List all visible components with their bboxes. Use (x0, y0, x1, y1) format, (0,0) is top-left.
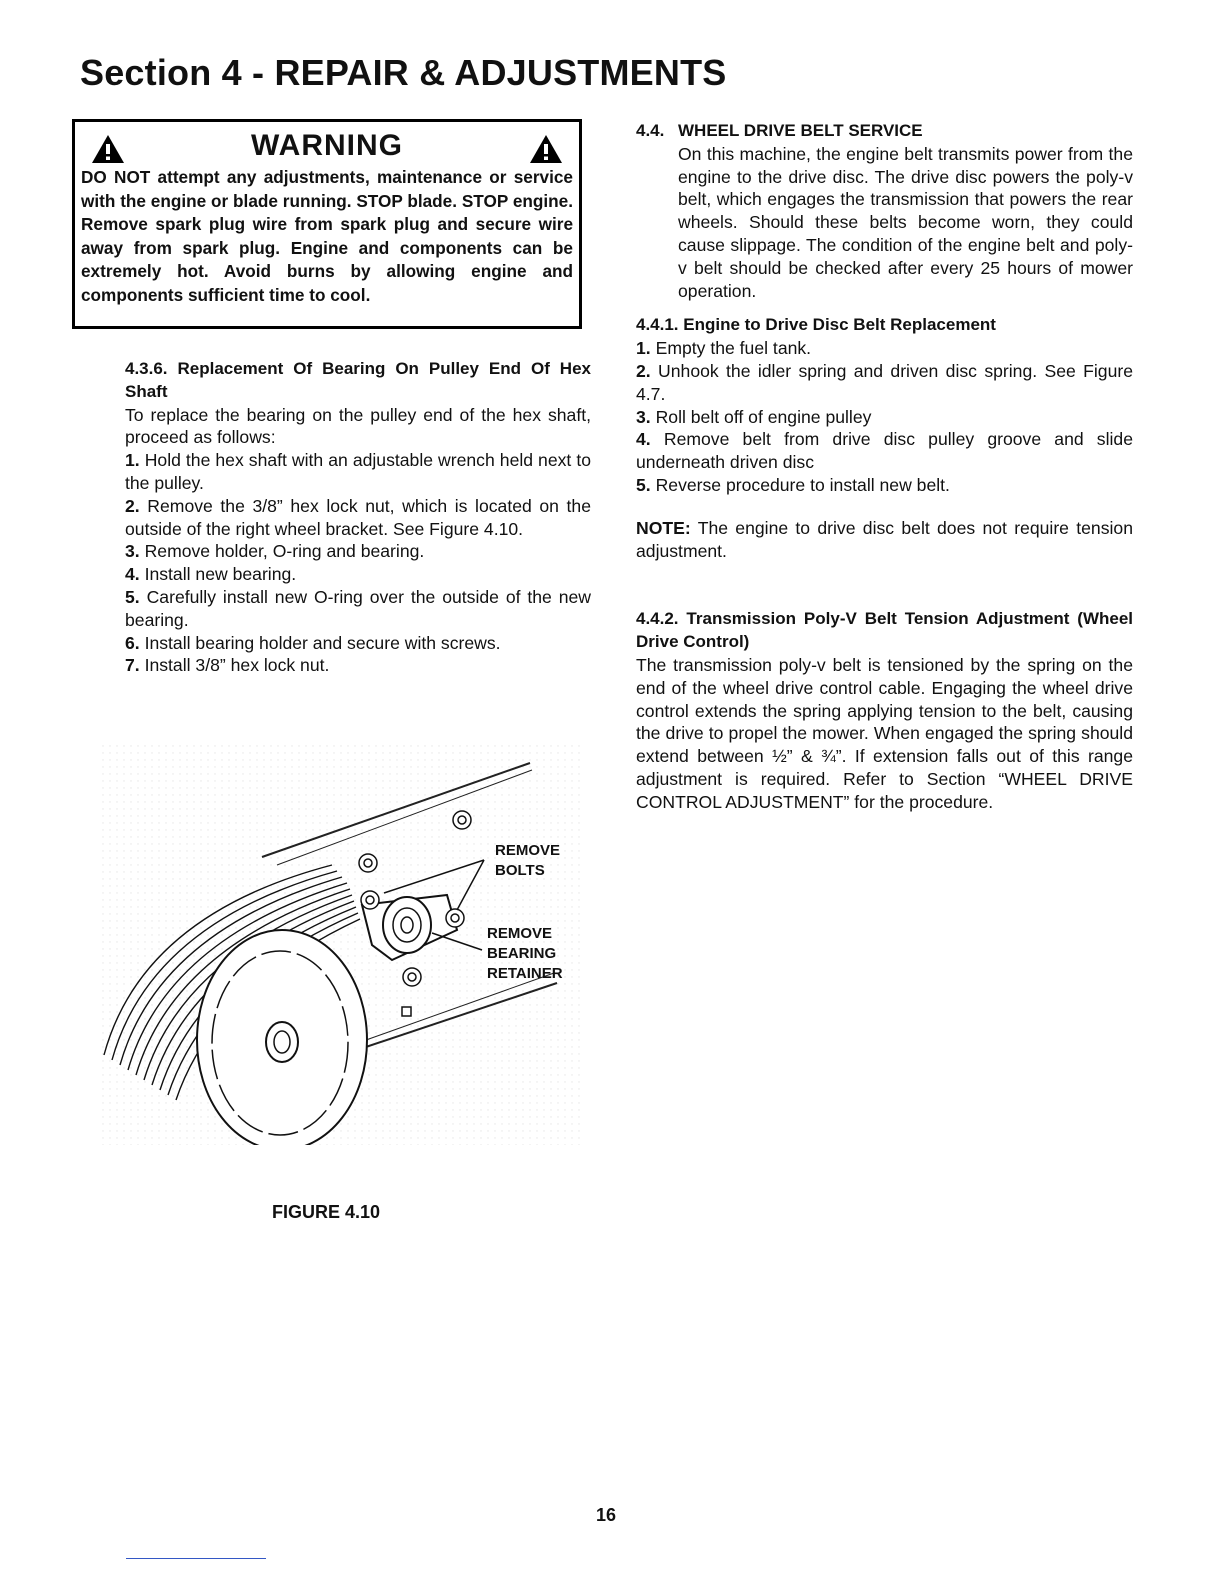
list-item (125, 449, 591, 495)
step-number: 4. (636, 429, 651, 450)
subsection-heading: 4.4.2. Transmission Poly-V Belt Tension Adjustment (Wheel Drive Control) (636, 609, 1133, 652)
footer-rule (126, 1558, 266, 1559)
spacer (636, 302, 1133, 314)
step-text: Install 3/8” hex lock nut. (144, 655, 330, 676)
list-item (125, 495, 591, 541)
step-number: 7. (125, 655, 140, 676)
step-text: Remove belt from drive disc pulley groove and slide underneath driven disc (636, 429, 1133, 473)
figure-4-10 (102, 745, 580, 1145)
warning-triangle-icon (529, 134, 563, 164)
step-number: 5. (636, 474, 651, 495)
steps-list (125, 449, 591, 677)
label-line: BOLTS (495, 862, 545, 879)
step-text: Install new bearing. (144, 564, 297, 585)
step-number: 5. (125, 586, 140, 607)
list-item (125, 586, 591, 632)
label-line: REMOVE (487, 925, 553, 942)
remove-bearing-retainer-label (487, 924, 563, 984)
step-number: 3. (125, 541, 140, 562)
warning-triangle-icon (91, 134, 125, 164)
list-item (636, 474, 1133, 497)
step-number: 2. (636, 360, 651, 381)
list-item (125, 632, 591, 655)
step-number: 4. (125, 564, 140, 585)
warning-title: WARNING (251, 129, 403, 162)
step-text: Remove holder, O-ring and bearing. (144, 541, 425, 562)
step-text: Carefully install new O-ring over the outside of the new bearing. (125, 586, 592, 630)
list-item (636, 360, 1133, 406)
subsection-heading: 4.4.1. Engine to Drive Disc Belt Replacement (636, 315, 996, 335)
label-line: RETAINER (487, 965, 563, 982)
section-body: The transmission poly-v belt is tensioned by the spring on the end of the wheel drive control cable. Engaging the wheel drive control extends the spring applying tension to the belt, causing the drive to propel the mower. When engaged the spring should extend between ½” & ¾”. If extension falls out of this range adjustment is required. Refer to Section “WHEEL DRIVE CONTROL ADJUSTMENT” for the procedure. (636, 654, 1133, 812)
step-text: Reverse procedure to install new belt. (655, 474, 950, 495)
list-item (636, 337, 1133, 360)
step-text: Roll belt off of engine pulley (655, 406, 872, 427)
section-number: 4.4. (636, 121, 665, 140)
step-number: 1. (125, 450, 140, 471)
steps-list (636, 337, 1133, 497)
note (636, 517, 1133, 563)
step-text: Remove the 3/8” hex lock nut, which is located on the outside of the right wheel bracket. See Figure 4.10. (125, 495, 591, 539)
list-item (636, 406, 1133, 429)
section-4-4 (636, 120, 1133, 814)
step-text: Unhook the idler spring and driven disc spring. See Figure 4.7. (636, 360, 1133, 404)
step-text: Install bearing holder and secure with screws. (144, 632, 501, 653)
page-number: 16 (596, 1505, 617, 1525)
list-item (636, 428, 1133, 474)
note-text: The engine to drive disc belt does not require tension adjustment. (636, 517, 1133, 561)
section-body: On this machine, the engine belt transmits power from the engine to the drive disc. The drive disc powers the poly-v belt, which engages the transmission that powers the rear wheels. Should these belts become worn, they could cause slippage. The condition of the engine belt and poly-v belt should be checked after every 25 hours of mower operation. (678, 143, 1133, 301)
spacer (636, 497, 1133, 517)
step-number: 6. (125, 632, 140, 653)
step-number: 3. (636, 406, 651, 427)
figure-caption: FIGURE 4.10 (272, 1202, 381, 1222)
label-line: BEARING (487, 945, 557, 962)
list-item (125, 654, 591, 677)
label-line: REMOVE (495, 842, 561, 859)
section-4-3-6 (125, 358, 591, 677)
step-number: 1. (636, 338, 651, 359)
remove-bolts-label (495, 841, 560, 881)
warning-box (72, 119, 582, 329)
section-heading: 4.3.6. Replacement Of Bearing On Pulley End Of Hex Shaft (125, 359, 591, 401)
page-title: Section 4 - REPAIR & ADJUSTMENTS (80, 52, 727, 93)
step-text: Hold the hex shaft with an adjustable wrench held next to the pulley. (125, 450, 592, 493)
list-item (125, 563, 591, 586)
warning-text: DO NOT attempt any adjustments, maintenance or service with the engine or blade running. STOP blade. STOP engine. Remove spark plug wire from spark plug and secure wire away from spark plug. Engine and components can be extremely hot. Avoid burns by allowing engine and components sufficient time to cool. (81, 167, 573, 305)
spacer (636, 562, 1133, 608)
section-title: WHEEL DRIVE BELT SERVICE (678, 121, 923, 140)
step-text: Empty the fuel tank. (655, 338, 812, 359)
section-intro: To replace the bearing on the pulley end of the hex shaft, proceed as follows: (125, 404, 591, 448)
step-number: 2. (125, 495, 140, 516)
warning-header (81, 128, 573, 166)
note-label: NOTE: (636, 517, 691, 538)
list-item (125, 540, 591, 563)
section-heading (636, 120, 1133, 143)
